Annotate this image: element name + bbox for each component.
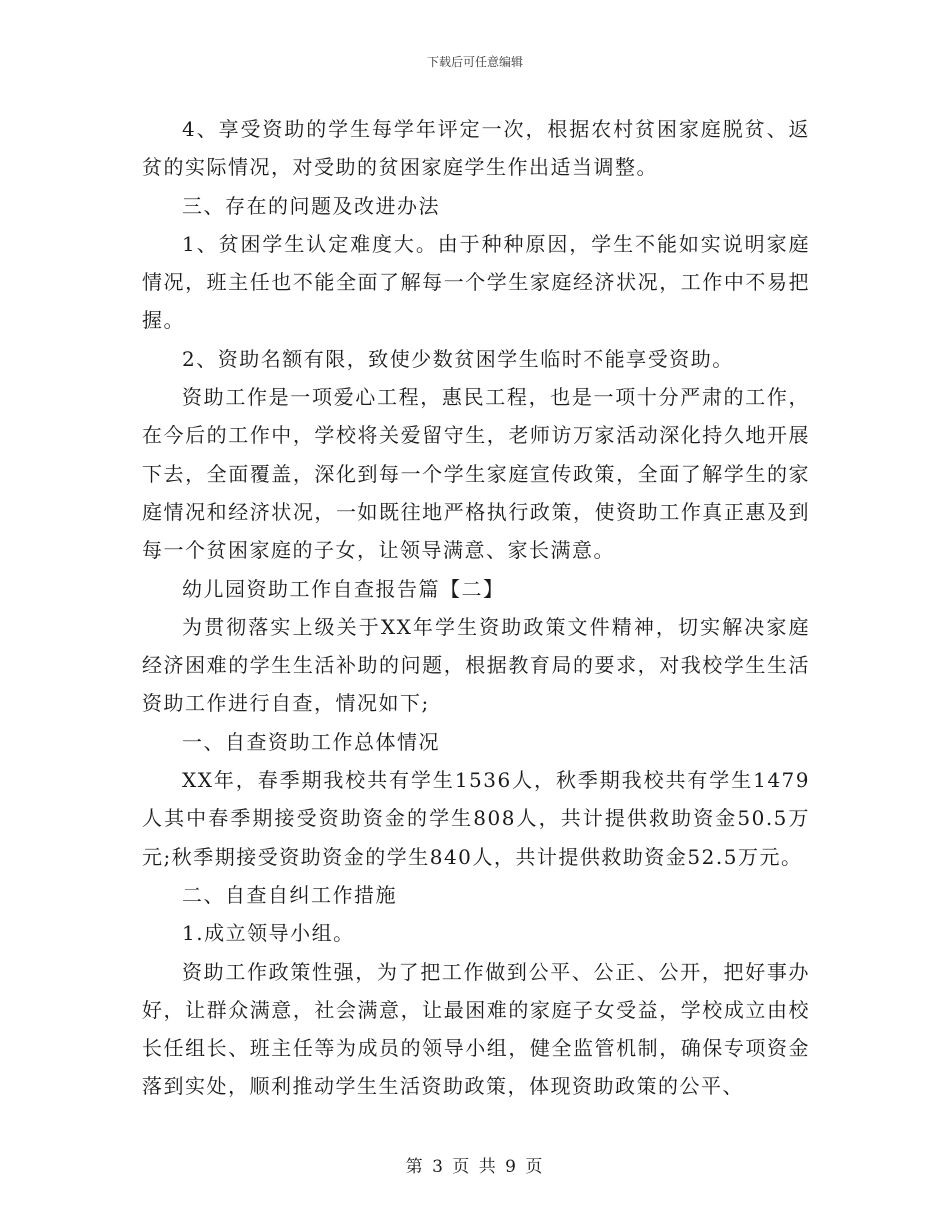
section-heading: 二、自查自纠工作措施: [182, 882, 397, 907]
section-heading: 一、自查资助工作总体情况: [182, 729, 440, 754]
paragraph: 资助工作是一项爱心工程，惠民工程，也是一项十分严肃的工作，在今后的工作中，学校将关爱留守生，老师访万家活动深化持久地开展下去，全面覆盖，深化到每一个学生家庭宣传政策，全面了解学生的家庭情况和经济状况，一如既往地严格执行政策，使资助工作真正惠及到每一个贫困家庭的子女，让领导满意、家长满意。: [142, 385, 810, 563]
paragraph: 为贯彻落实上级关于XX年学生资助政策文件精神，切实解决家庭经济困难的学生生活补助的问题，根据教育局的要求，对我校学生生活资助工作进行自查，情况如下;: [142, 614, 810, 716]
subsection-heading: 1.成立领导小组。: [182, 921, 355, 946]
page-number-footer: 第 3 页 共 9 页: [405, 1157, 545, 1177]
page-header: 下载后可任意编辑: [426, 55, 523, 69]
document-body: [142, 110, 810, 1106]
article-title: 幼儿园资助工作自查报告篇【二】: [182, 576, 505, 601]
paragraph: 资助工作政策性强，为了把工作做到公平、公正、公开，把好事办好，让群众满意，社会满意，让最困难的家庭子女受益，学校成立由校长任组长、班主任等为成员的领导小组，健全监管机制，确保专项资金落到实处，顺利推动学生生活资助政策，体现资助政策的公平、: [142, 959, 810, 1099]
paragraph: 4、享受资助的学生每学年评定一次，根据农村贫困家庭脱贫、返贫的实际情况，对受助的贫困家庭学生作出适当调整。: [142, 117, 810, 180]
paragraph: 2、资助名额有限，致使少数贫困学生临时不能享受资助。: [182, 346, 734, 371]
paragraph: 1、贫困学生认定难度大。由于种种原因，学生不能如实说明家庭情况，班主任也不能全面了解每一个学生家庭经济状况，工作中不易把握。: [142, 231, 810, 333]
section-heading: 三、存在的问题及改进办法: [182, 193, 440, 218]
paragraph: XX年，春季期我校共有学生1536人，秋季期我校共有学生1479人其中春季期接受资助资金的学生808人，共计提供救助资金50.5万元;秋季期接受资助资金的学生840人，共计提供救助资金52.5万元。: [142, 768, 810, 869]
